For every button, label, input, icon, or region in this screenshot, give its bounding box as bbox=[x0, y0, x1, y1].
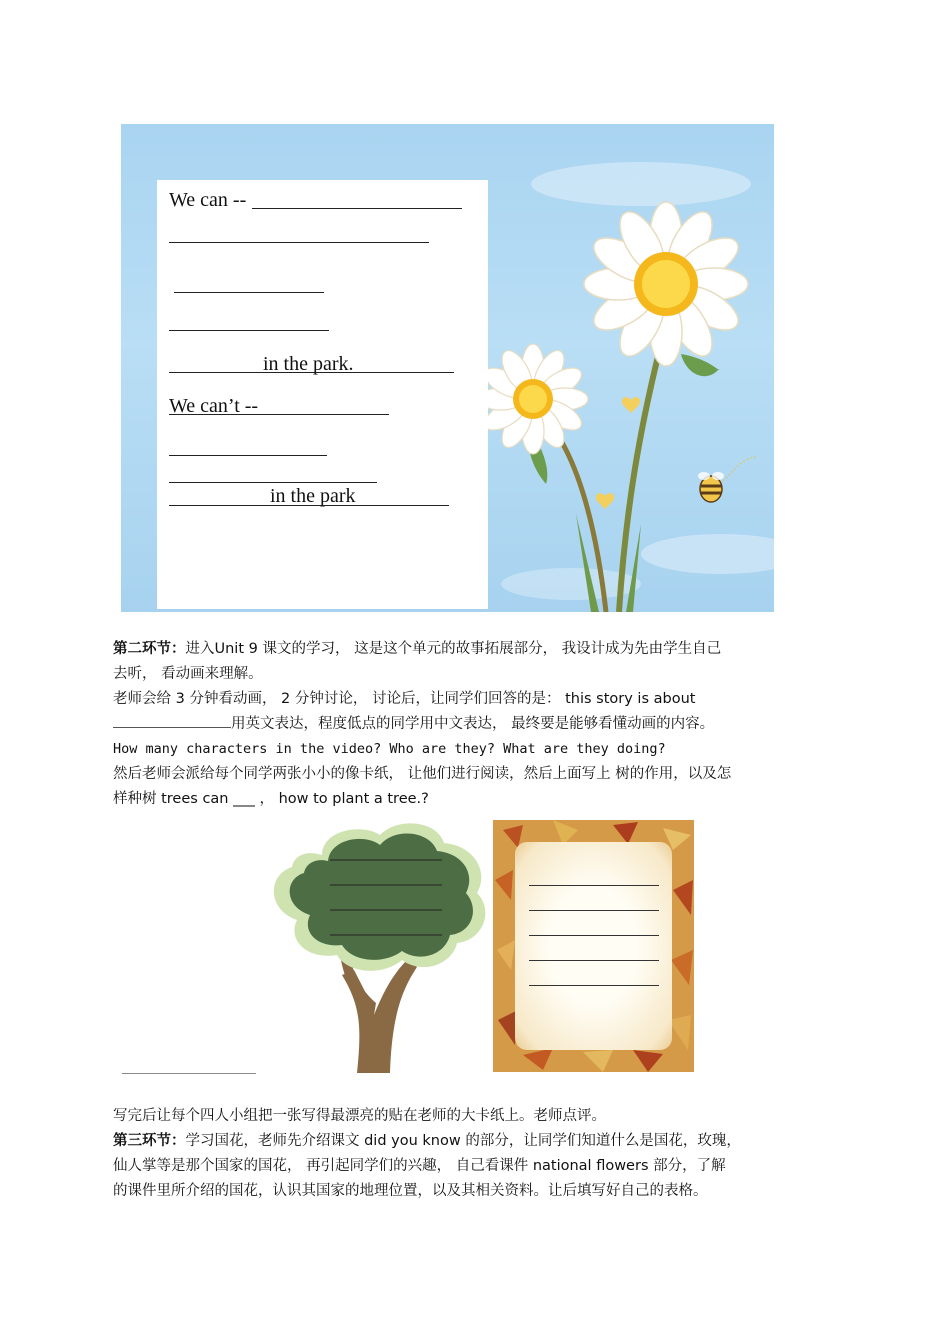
leaf-frame-card-image bbox=[493, 820, 694, 1072]
section2-label: 第二环节： bbox=[113, 641, 186, 657]
after-paragraph bbox=[113, 1104, 843, 1129]
tree-card-image bbox=[262, 815, 494, 1073]
answer-line bbox=[169, 330, 329, 331]
section3-line3: 的课件里所介绍的国花，认识其国家的地理位置，以及其相关资料。让后填写好自己的表格。 bbox=[113, 1183, 708, 1199]
section3-line1: 学习国花，老师先介绍课文 did you know 的部分，让同学们知道什么是国花，玫瑰， bbox=[185, 1133, 741, 1149]
we-can-label: We can -- bbox=[169, 189, 247, 211]
answer-line bbox=[252, 208, 462, 209]
section2-line7: 样种树 trees can ___ ， how to plant a tree.? bbox=[113, 791, 429, 807]
section3-paragraph bbox=[113, 1129, 843, 1204]
blank-line bbox=[113, 713, 231, 728]
section2-line3: 老师会给 3 分钟看动画， 2 分钟讨论， 讨论后，让同学们回答的是： this story is about bbox=[113, 691, 696, 707]
answer-line bbox=[169, 482, 377, 483]
answer-line bbox=[169, 505, 449, 506]
answer-line bbox=[169, 242, 429, 243]
answer-line bbox=[169, 372, 454, 373]
in-the-park-label: in the park bbox=[270, 485, 356, 507]
frame-answer-line bbox=[529, 910, 659, 911]
flower-worksheet-image bbox=[121, 124, 774, 612]
section2-paragraph bbox=[113, 637, 843, 812]
frame-answer-line bbox=[529, 985, 659, 986]
we-cant-label: We can’t -- bbox=[169, 395, 259, 417]
frame-answer-line bbox=[529, 885, 659, 886]
section2-line5: How many characters in the video? Who are they? What are they doing? bbox=[113, 741, 666, 757]
answer-line bbox=[169, 414, 389, 415]
section2-line4: 用英文表达，程度低点的同学用中文表达， 最终要是能够看懂动画的内容。 bbox=[231, 716, 715, 732]
section2-line1: 进入Unit 9 课文的学习， 这是这个单元的故事拓展部分， 我设计成为先由学生自己 bbox=[185, 641, 722, 657]
worksheet-card bbox=[157, 180, 488, 609]
in-the-park-label: in the park. bbox=[263, 353, 354, 375]
answer-line bbox=[174, 292, 324, 293]
section2-line6: 然后老师会派给每个同学两张小小的像卡纸， 让他们进行阅读，然后上面写上 树的作用，以及怎 bbox=[113, 766, 732, 782]
frame-answer-line bbox=[529, 960, 659, 961]
section3-line2: 仙人掌等是那个国家的国花， 再引起同学们的兴趣， 自己看课件 national flowers 部分，了解 bbox=[113, 1158, 726, 1174]
frame-writing-area bbox=[515, 842, 672, 1050]
section2-line2: 去听， 看动画来理解。 bbox=[113, 666, 263, 682]
blank-line bbox=[122, 1073, 256, 1074]
answer-line bbox=[169, 455, 327, 456]
after-line1: 写完后让每个四人小组把一张写得最漂亮的贴在老师的大卡纸上。老师点评。 bbox=[113, 1108, 606, 1124]
section3-label: 第三环节： bbox=[113, 1133, 186, 1149]
frame-answer-line bbox=[529, 935, 659, 936]
